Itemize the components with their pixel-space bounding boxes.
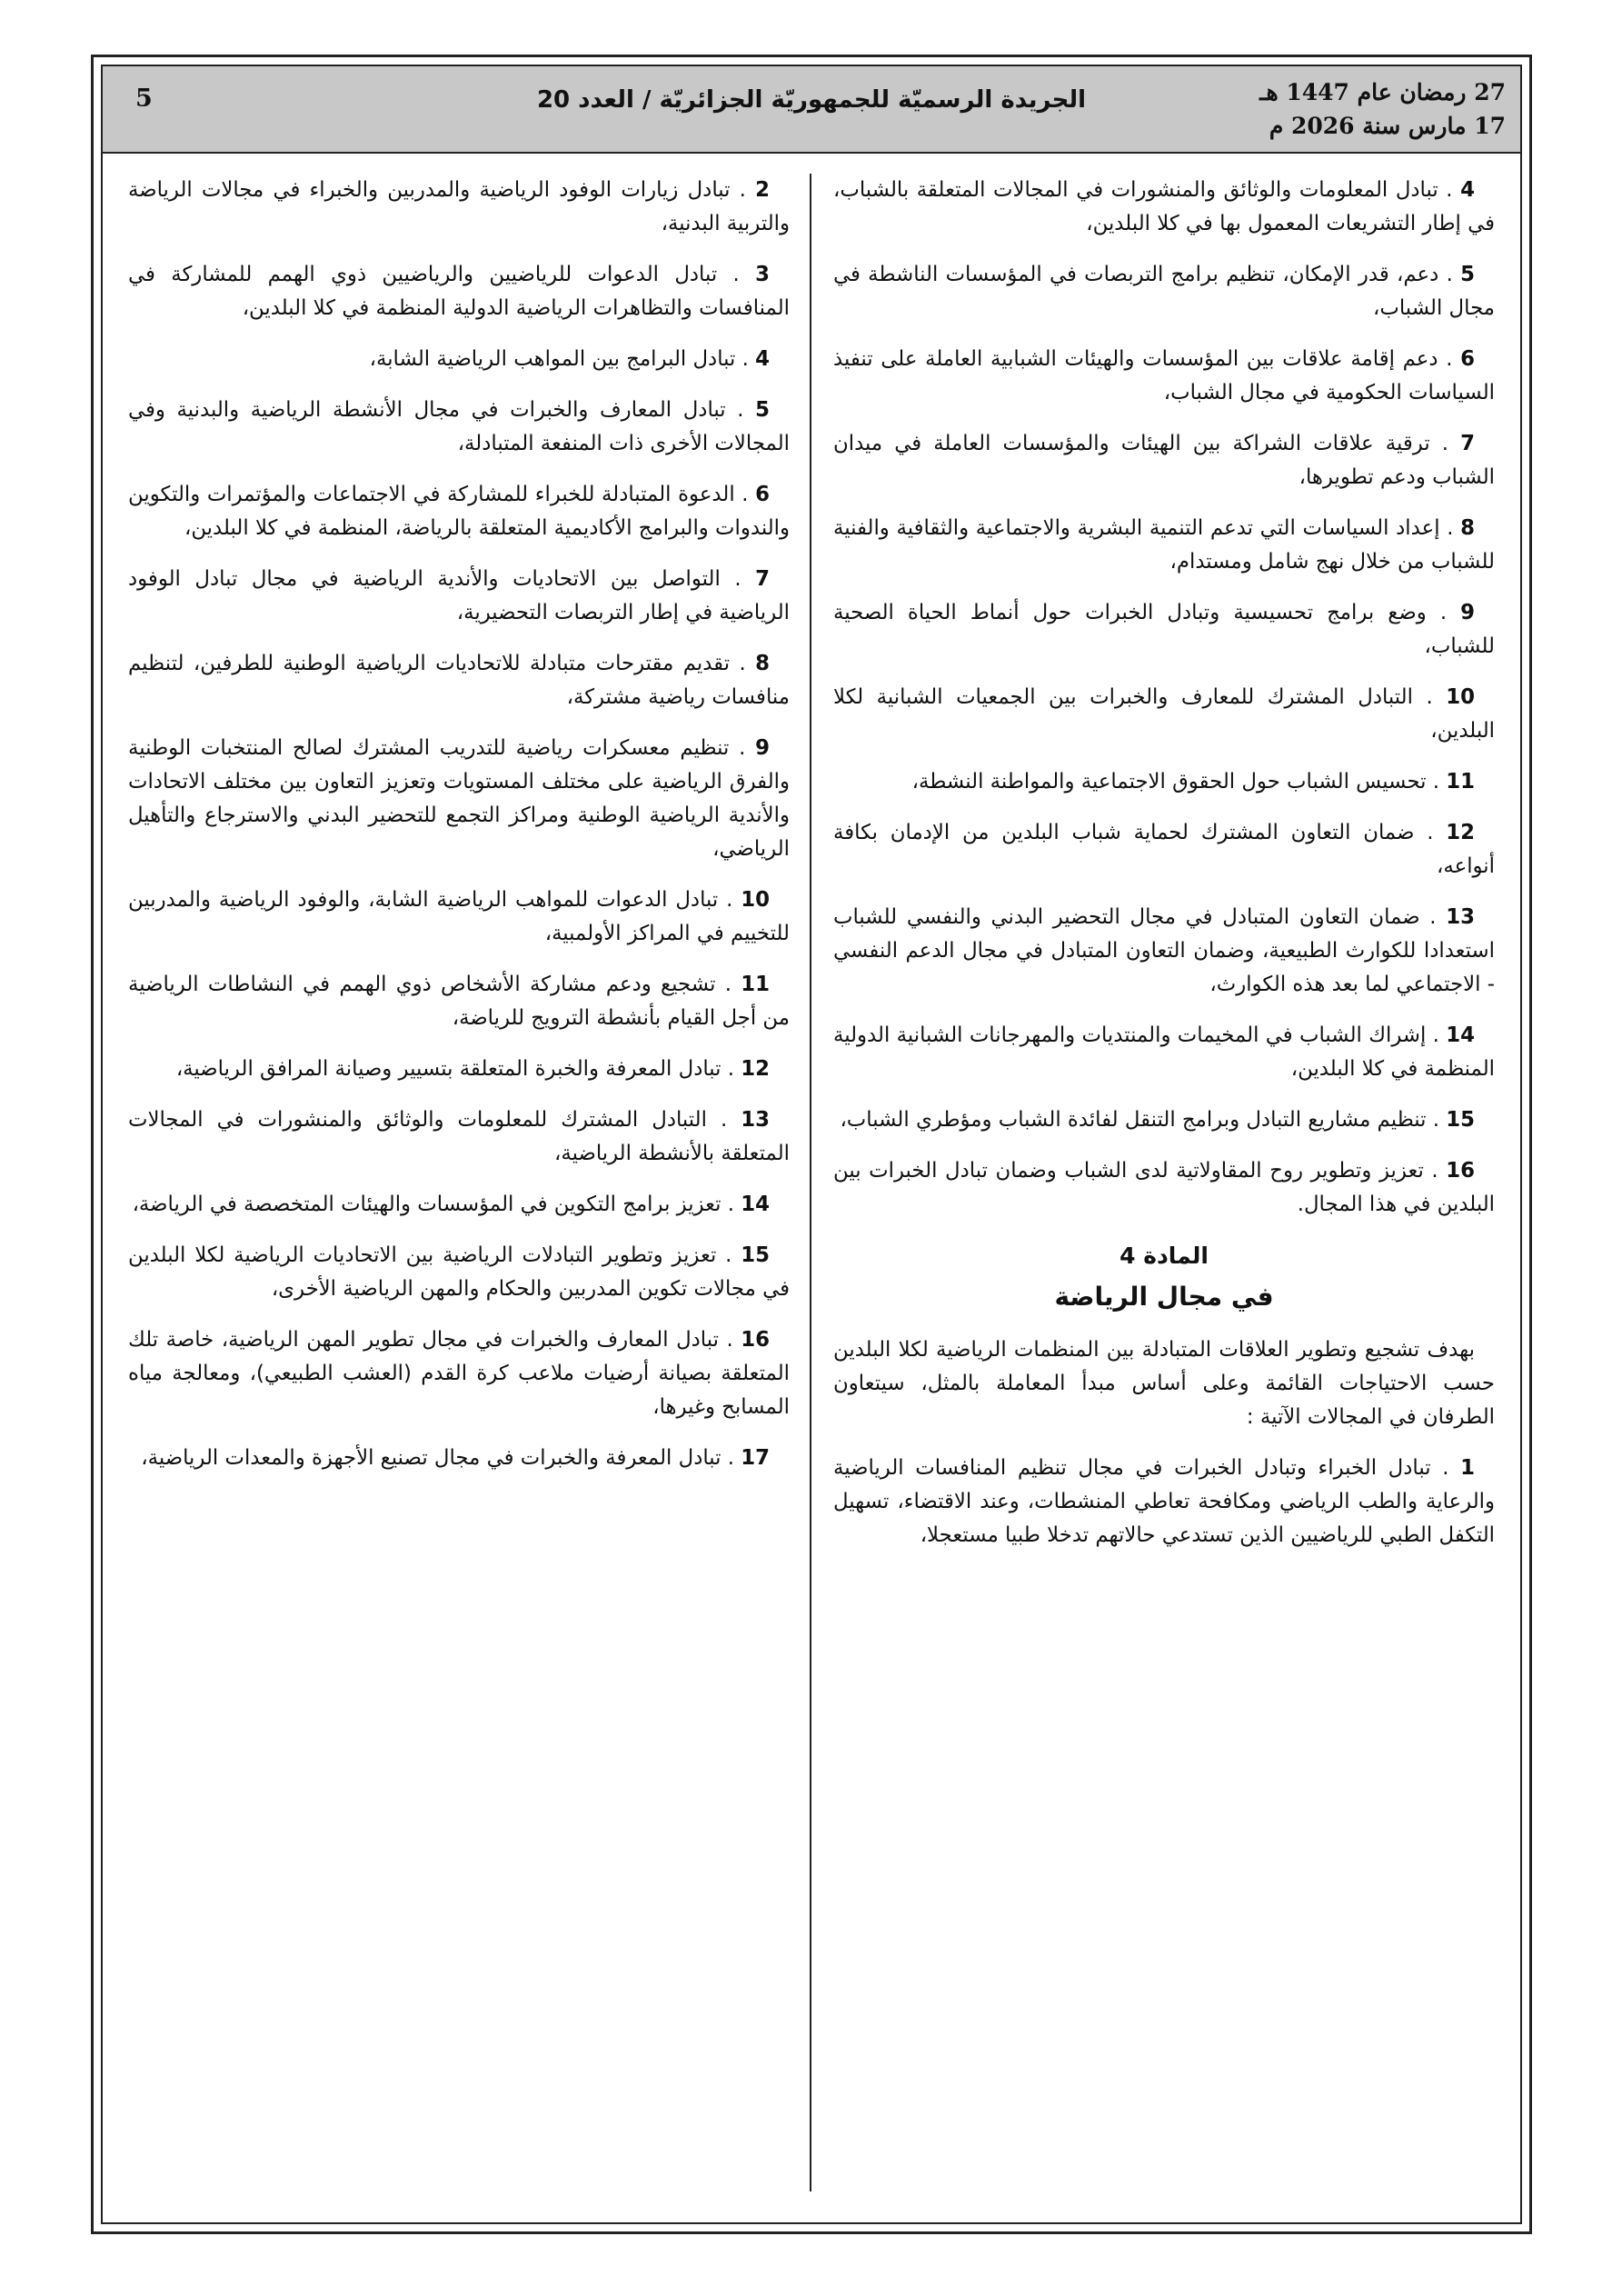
item-text: . تحسيس الشباب حول الحقوق الاجتماعية والمواطنة النشطة، xyxy=(911,770,1447,794)
header-title: الجريدة الرسميّة للجمهوريّة الجزائريّة / العدد 20 xyxy=(536,86,1087,114)
item-text: . تبادل الدعوات للمواهب الرياضية الشابة، والوفود الرياضية والمدربين للتخييم في المراكز الأولمبية، xyxy=(128,888,790,945)
item-text: . وضع برامج تحسيسية وتبادل الخبرات حول أنماط الحياة الصحية للشباب، xyxy=(833,601,1495,658)
item-number: 5 xyxy=(755,398,770,422)
list-item xyxy=(833,1154,1495,1222)
list-item xyxy=(128,343,790,376)
list-item xyxy=(128,1188,790,1222)
item-text: . تنظيم معسكرات رياضية للتدريب المشترك لصالح المنتخبات الوطنية والفرق الرياضية على مختلف المستويات وتعزيز التعاون بين مختلف الاتحادات والأندية الرياضية الوطنية ومراكز التجمع للتحضير البدني والاسترجاع والتأهيل الرياضي، xyxy=(128,736,790,861)
item-text: . التبادل المشترك للمعلومات والوثائق والمنشورات في المجالات المتعلقة بالأنشطة الرياضية، xyxy=(128,1108,790,1165)
list-item xyxy=(833,512,1495,579)
item-text: . تبادل الخبراء وتبادل الخبرات في مجال تنظيم المنافسات الرياضية والرعاية والطب الرياضي ومكافحة تعاطي المنشطات، وعند الاقتضاء، تسهيل التكفل الطبي للرياضيين الذين تستدعي حالاتهم تدخلا طبيا مستعجلا، xyxy=(833,1456,1495,1547)
item-text: . دعم، قدر الإمكان، تنظيم برامج التربصات في المؤسسات الناشطة في مجال الشباب، xyxy=(833,263,1495,320)
item-number: 6 xyxy=(1460,347,1475,371)
article-subtitle: في مجال الرياضة xyxy=(1054,1282,1274,1312)
item-number: 13 xyxy=(741,1108,770,1132)
list-item xyxy=(128,563,790,630)
list-item xyxy=(833,1103,1495,1137)
item-number: 8 xyxy=(1460,516,1475,540)
list-item xyxy=(833,427,1495,494)
item-text: . تعزيز برامج التكوين في المؤسسات والهيئات المتخصصة في الرياضة، xyxy=(132,1193,741,1216)
item-text: . تعزيز وتطوير روح المقاولاتية لدى الشباب وضمان تبادل الخبرات بين البلدين في هذا المجال. xyxy=(833,1159,1495,1216)
item-number: 13 xyxy=(1446,905,1475,929)
list-item xyxy=(833,1452,1495,1552)
item-number: 7 xyxy=(1460,432,1475,455)
left-column-items xyxy=(128,174,790,1475)
header-date-gregorian: 17 مارس سنة 2026 م xyxy=(1269,113,1506,139)
item-number: 15 xyxy=(741,1243,770,1267)
item-text: . تبادل المعرفة والخبرات في مجال تصنيع الأجهزة والمعدات الرياضية، xyxy=(141,1446,741,1470)
article-intro: بهدف تشجيع وتطوير العلاقات المتبادلة بين المنظمات الرياضية لكلا البلدين حسب الاحتياجات القائمة وعلى أساس مبدأ المعاملة بالمثل، سيتعاون الطرفان في المجالات الآتية : xyxy=(833,1338,1495,1429)
list-item xyxy=(128,968,790,1035)
item-number: 7 xyxy=(755,567,770,591)
item-text: . تقديم مقترحات متبادلة للاتحاديات الرياضية الوطنية للطرفين، لتنظيم منافسات رياضية مشتركة، xyxy=(128,652,790,709)
item-text: . تبادل الدعوات للرياضيين والرياضيين ذوي الهمم للمشاركة في المنافسات والتظاهرات الرياضية الدولية المنظمة في كلا البلدين، xyxy=(128,263,790,320)
item-text: . التبادل المشترك للمعارف والخبرات بين الجمعيات الشبانية لكلا البلدين، xyxy=(833,685,1495,743)
list-item xyxy=(833,1019,1495,1086)
left-column xyxy=(128,174,790,2210)
item-number: 12 xyxy=(1446,821,1475,844)
list-item xyxy=(833,681,1495,748)
list-item xyxy=(833,816,1495,883)
list-item xyxy=(128,394,790,461)
list-item xyxy=(128,174,790,241)
item-number: 15 xyxy=(1446,1108,1475,1132)
list-item xyxy=(128,1053,790,1086)
item-number: 2 xyxy=(755,178,770,202)
item-number: 14 xyxy=(741,1193,770,1216)
item-text: . ضمان التعاون المشترك لحماية شباب البلدين من الإدمان بكافة أنواعه، xyxy=(833,821,1495,878)
item-number: 10 xyxy=(1446,685,1475,709)
item-number: 5 xyxy=(1460,263,1475,286)
page-header xyxy=(103,66,1520,154)
item-text: . التواصل بين الاتحاديات والأندية الرياضية في مجال تبادل الوفود الرياضية في إطار التربصات التحضيرية، xyxy=(128,567,790,624)
item-number: 1 xyxy=(1460,1456,1475,1480)
list-item xyxy=(128,732,790,866)
item-text: . إشراك الشباب في المخيمات والمنتديات والمهرجانات الشبانية الدولية المنظمة في كلا البلدين، xyxy=(833,1023,1495,1081)
list-item xyxy=(128,1103,790,1171)
item-text: . ضمان التعاون المتبادل في مجال التحضير البدني والنفسي للشباب استعدادا للكوارث الطبيعية، وضمان التعاون المتبادل في مجال الدعم النفسي - الاجتماعي لما بعد هذه الكوارث، xyxy=(833,905,1495,996)
item-number: 3 xyxy=(755,263,770,286)
item-number: 8 xyxy=(755,652,770,675)
item-text: . دعم إقامة علاقات بين المؤسسات والهيئات الشبابية العاملة على تنفيذ السياسات الحكومية في مجال الشباب، xyxy=(833,347,1495,404)
header-date-hijri: 27 رمضان عام 1447 هـ xyxy=(1259,79,1506,105)
item-text: . تبادل المعارف والخبرات في مجال تطوير المهن الرياضية، خاصة تلك المتعلقة بصيانة أرضيات ملاعب كرة القدم (العشب الطبيعي)، ومعالجة مياه المسابح وغيرها، xyxy=(128,1328,790,1419)
list-item xyxy=(833,174,1495,241)
item-text: . ترقية علاقات الشراكة بين الهيئات والمؤسسات العاملة في ميدان الشباب ودعم تطويرها، xyxy=(833,432,1495,489)
right-column-items xyxy=(833,174,1495,1222)
page-frame xyxy=(91,55,1532,2234)
list-item xyxy=(833,343,1495,410)
item-text: . تشجيع ودعم مشاركة الأشخاص ذوي الهمم في النشاطات الرياضية من أجل القيام بأنشطة الترويج للرياضة، xyxy=(128,973,790,1030)
item-number: 14 xyxy=(1446,1023,1475,1047)
item-number: 16 xyxy=(1446,1159,1475,1183)
item-number: 9 xyxy=(1460,601,1475,624)
article-title: المادة 4 xyxy=(1119,1243,1209,1269)
list-item xyxy=(128,647,790,714)
item-number: 11 xyxy=(1446,770,1475,794)
item-number: 11 xyxy=(741,973,770,996)
list-item xyxy=(128,258,790,325)
list-item xyxy=(128,1442,790,1475)
item-number: 6 xyxy=(755,483,770,506)
item-text: . إعداد السياسات التي تدعم التنمية البشرية والاجتماعية والثقافية والفنية للشباب من خلال نهج شامل ومستدام، xyxy=(833,516,1495,574)
list-item xyxy=(833,765,1495,799)
item-text: . الدعوة المتبادلة للخبراء للمشاركة في الاجتماعات والمؤتمرات والتكوين والندوات والبرامج الأكاديمية المتعلقة بالرياضة، المنظمة في كلا البلدين، xyxy=(128,483,790,540)
list-item xyxy=(833,901,1495,1002)
item-text: . تبادل زيارات الوفود الرياضية والمدربين والخبراء في مجالات الرياضة والتربية البدنية، xyxy=(128,178,790,235)
list-item xyxy=(833,258,1495,325)
list-item xyxy=(128,478,790,545)
right-column xyxy=(833,174,1495,2210)
item-number: 9 xyxy=(755,736,770,760)
list-item xyxy=(128,1323,790,1424)
item-number: 12 xyxy=(741,1057,770,1081)
item-number: 4 xyxy=(755,347,770,371)
item-number: 10 xyxy=(741,888,770,912)
item-text: . تبادل البرامج بين المواهب الرياضية الشابة، xyxy=(369,347,756,371)
list-item xyxy=(833,596,1495,664)
item-number: 4 xyxy=(1460,178,1475,202)
page-number: 5 xyxy=(135,85,153,113)
item-text: . تبادل المعارف والخبرات في مجال الأنشطة الرياضية والبدنية وفي المجالات الأخرى ذات المنفعة المتبادلة، xyxy=(128,398,790,455)
article-items xyxy=(833,1452,1495,1552)
item-number: 16 xyxy=(741,1328,770,1352)
item-text: . تنظيم مشاريع التبادل وبرامج التنقل لفائدة الشباب ومؤطري الشباب، xyxy=(840,1108,1447,1132)
item-number: 17 xyxy=(741,1446,770,1470)
page-inner-frame xyxy=(101,65,1522,2224)
item-text: . تعزيز وتطوير التبادلات الرياضية بين الاتحاديات الرياضية لكلا البلدين في مجالات تكوين المدربين والحكام والمهن الرياضية الأخرى، xyxy=(128,1243,790,1301)
header-date xyxy=(1233,75,1506,143)
column-divider xyxy=(810,174,811,2191)
list-item xyxy=(128,883,790,951)
list-item xyxy=(128,1239,790,1306)
item-text: . تبادل المعلومات والوثائق والمنشورات في المجالات المتعلقة بالشباب، في إطار التشريعات المعمول بها في كلا البلدين، xyxy=(833,178,1495,235)
item-text: . تبادل المعرفة والخبرة المتعلقة بتسيير وصيانة المرافق الرياضية، xyxy=(175,1057,741,1081)
